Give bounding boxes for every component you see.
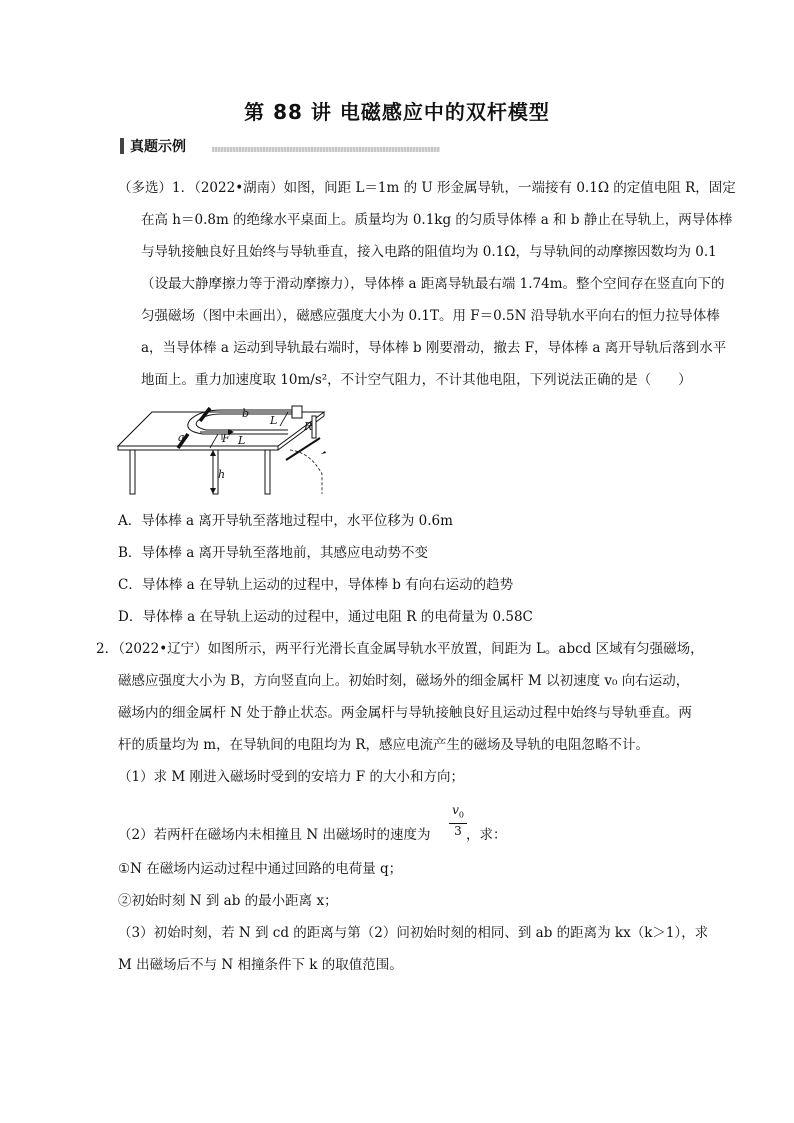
rail-table-figure	[110, 404, 340, 498]
section-bar	[120, 138, 124, 154]
q2-sub1: （1）求 M 刚进入磁场时受到的安培力 F 的大小和方向；	[118, 769, 464, 785]
q2-sub2-part1: ①N 在磁场内运动过程中通过回路的电荷量 q；	[118, 861, 403, 877]
figure-label-a: a	[178, 431, 185, 444]
section-heading	[120, 136, 186, 156]
q1-line-6: a，当导体棒 a 运动到导轨最右端时，导体棒 b 刚要滑动，撤去 F，导体棒 a 离开导轨后落到水平	[141, 340, 727, 356]
q1-line-5: 匀强磁场（图中未画出），磁感应强度大小为 0.1T。用 F＝0.5N 沿导轨水平向右的恒力拉导体棒	[141, 308, 720, 324]
figure-label-l-upper: L	[270, 414, 278, 427]
q2-sub2-part2: ②初始时刻 N 到 ab 的最小距离 x；	[118, 893, 338, 909]
figure-label-b: b	[242, 407, 250, 420]
fraction-numerator: v	[452, 803, 459, 817]
fraction-denominator: 3	[454, 824, 462, 839]
q1-line-7: 地面上。重力加速度取 10m/s²，不计空气阻力，不计其他电阻，下列说法正确的是（ ）	[141, 372, 692, 388]
fraction-numerator-sub: 0	[458, 810, 464, 820]
q1-option-c: C．导体棒 a 在导轨上运动的过程中，导体棒 b 有向右运动的趋势	[118, 577, 514, 593]
q1-line-1: （多选）1．（2022•湖南）如图，间距 L＝1m 的 U 形金属导轨，一端接有 0.1Ω 的定值电阻 R，固定	[118, 180, 736, 196]
q2-sub3-line-1: （3）初始时刻，若 N 到 cd 的距离与第（2）问初始时刻的相同、到 ab 的距离为 kx（k＞1），求	[118, 925, 709, 941]
q2-sub2-suffix: ，求：	[466, 827, 507, 843]
q2-line-1: 2．（2022•辽宁）如图所示，两平行光滑长直金属导轨水平放置，间距为 L。abcd 区域有匀强磁场，	[96, 641, 704, 657]
section-label: 真题示例	[130, 139, 186, 155]
q1-line-4: （设最大静摩擦力等于滑动摩擦力），导体棒 a 距离导轨最右端 1.74m。整个空间存在竖直向下的	[141, 276, 725, 292]
q1-option-a: A．导体棒 a 离开导轨至落地过程中，水平位移为 0.6m	[118, 513, 453, 529]
page-title: 第 88 讲 电磁感应中的双杆模型	[244, 100, 550, 124]
q2-line-4: 杆的质量均为 m，在导轨间的电阻均为 R，感应电流产生的磁场及导轨的电阻忽略不计。	[118, 737, 650, 753]
figure-label-h: h	[218, 468, 226, 481]
q2-sub3-line-2: M 出磁场后不与 N 相撞条件下 k 的取值范围。	[118, 957, 403, 973]
q2-line-2: 磁感应强度大小为 B，方向竖直向上。初始时刻，磁场外的细金属杆 M 以初速度 v₀ 向右运动，	[118, 673, 690, 689]
section-rule	[212, 147, 440, 152]
figure-label-l-lower: L	[238, 434, 246, 447]
q2-sub2-prefix: （2）若两杆在磁场内未相撞且 N 出磁场时的速度为	[118, 827, 431, 843]
figure-label-f: F	[222, 432, 230, 445]
figure-label-r: R	[304, 420, 313, 433]
q1-option-d: D．导体棒 a 在导轨上运动的过程中，通过电阻 R 的电荷量为 0.58C	[118, 609, 533, 625]
q2-line-3: 磁场内的细金属杆 N 处于静止状态。两金属杆与导轨接触良好且运动过程中始终与导轨垂直。两	[118, 705, 692, 721]
q1-line-3: 与导轨接触良好且始终与导轨垂直，接入电路的阻值均为 0.1Ω，与导轨间的动摩擦因数均为 0.1	[141, 244, 717, 260]
fraction-v0-over-3	[449, 803, 467, 838]
q1-option-b: B．导体棒 a 离开导轨至落地前，其感应电动势不变	[118, 545, 429, 561]
q1-line-2: 在高 h＝0.8m 的绝缘水平桌面上。质量均为 0.1kg 的匀质导体棒 a 和 b 静止在导轨上，两导体棒	[141, 212, 733, 228]
